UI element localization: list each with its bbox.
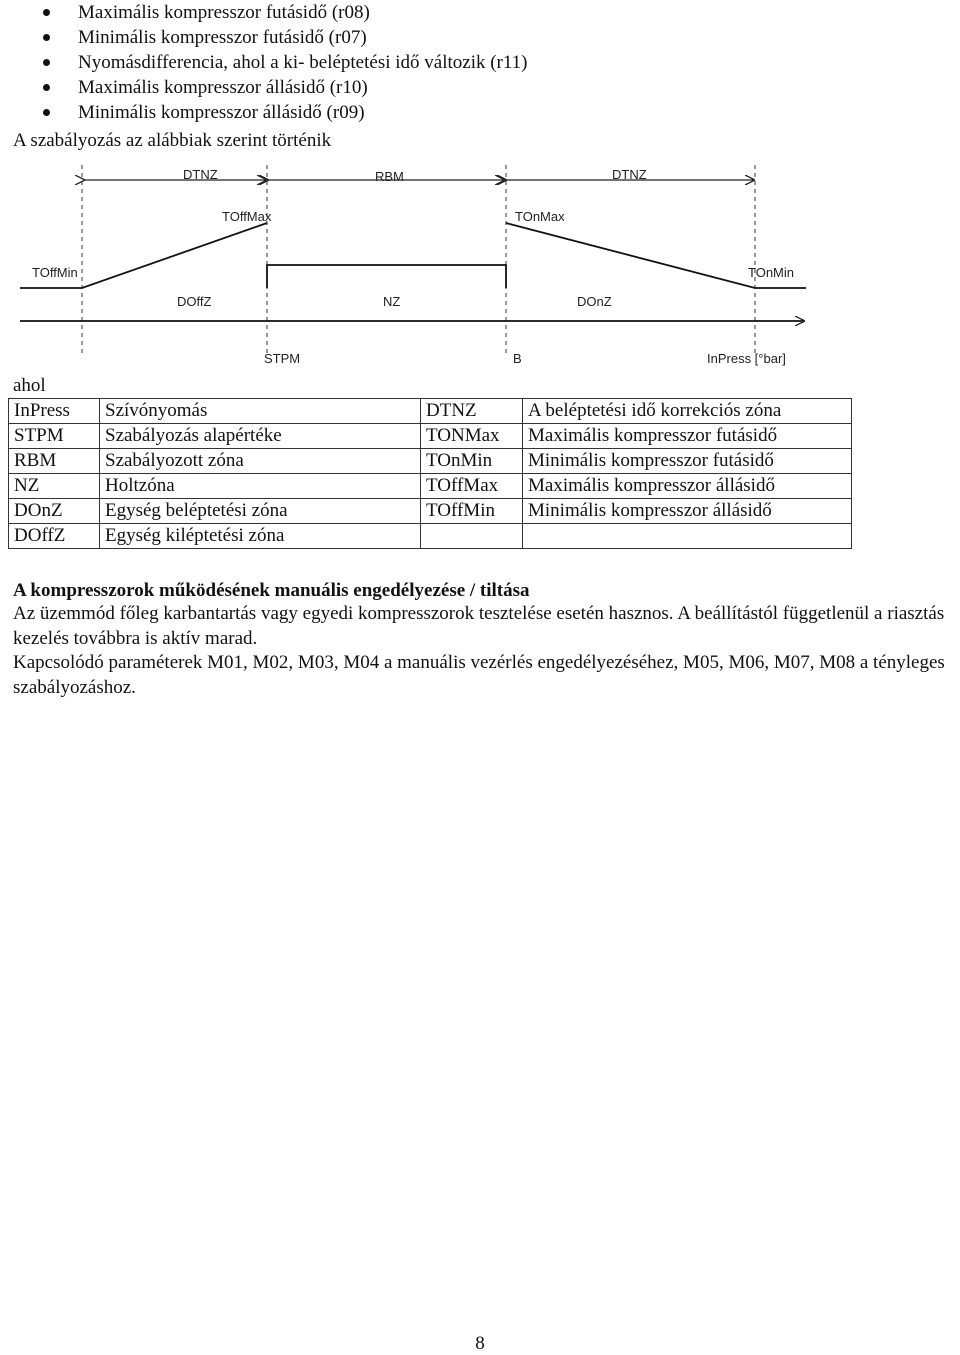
bullet-text: Maximális kompresszor futásidő (r08) (78, 2, 370, 23)
bullet-item (38, 75, 528, 100)
table-cell: DOnZ (9, 499, 100, 524)
parameter-bullet-list (38, 0, 528, 125)
bullet-dot-icon (43, 9, 50, 16)
bullet-text: Minimális kompresszor futásidő (r07) (78, 27, 367, 48)
bullet-item (38, 100, 528, 125)
label-rbm: RBM (375, 169, 404, 184)
table-row (9, 474, 852, 499)
bullet-text: Minimális kompresszor állásidő (r09) (78, 102, 365, 123)
table-cell: Egység kiléptetési zóna (100, 524, 421, 549)
section-title: A kompresszorok működésének manuális engedélyezése / tiltása (13, 580, 530, 601)
bullet-dot-icon (43, 84, 50, 91)
bullet-item (38, 0, 528, 25)
page-number: 8 (475, 1333, 485, 1354)
table-cell: A beléptetési idő korrekciós zóna (523, 399, 852, 424)
label-tonmin: TOnMin (748, 265, 794, 280)
bullet-item (38, 50, 528, 75)
label-doffz: DOffZ (177, 294, 212, 309)
label-dtnz-right: DTNZ (612, 167, 647, 182)
table-row (9, 524, 852, 549)
bullet-dot-icon (43, 59, 50, 66)
paragraph: Kapcsolódó paraméterek M01, M02, M03, M04 a manuális vezérlés engedélyezéséhez, M05, M06, M07, M08 a tényleges szabályozáshoz. (13, 652, 945, 698)
bullet-text: Nyomásdifferencia, ahol a ki- beléptetési idő változik (r11) (78, 52, 528, 73)
bullet-dot-icon (43, 109, 50, 116)
table-cell: Szívónyomás (100, 399, 421, 424)
table-cell: DTNZ (421, 399, 523, 424)
label-tonmax: TOnMax (515, 209, 565, 224)
table-cell: Minimális kompresszor futásidő (523, 449, 852, 474)
label-toffmin: TOffMin (32, 265, 78, 280)
legend-heading: ahol (13, 375, 46, 396)
table-cell: TONMax (421, 424, 523, 449)
table-cell: STPM (9, 424, 100, 449)
label-b: B (513, 351, 522, 366)
regulation-diagram (0, 155, 960, 370)
table-cell (523, 524, 852, 549)
body-text (13, 602, 958, 700)
table-row (9, 399, 852, 424)
table-cell: Minimális kompresszor állásidő (523, 499, 852, 524)
table-cell: Egység beléptetési zóna (100, 499, 421, 524)
table-cell: Szabályozás alapértéke (100, 424, 421, 449)
legend-table (8, 398, 852, 549)
table-cell: Maximális kompresszor állásidő (523, 474, 852, 499)
bullet-dot-icon (43, 34, 50, 41)
intro-text: A szabályozás az alábbiak szerint történik (13, 130, 332, 151)
table-cell: DOffZ (9, 524, 100, 549)
table-cell: RBM (9, 449, 100, 474)
table-cell: NZ (9, 474, 100, 499)
bullet-text: Maximális kompresszor állásidő (r10) (78, 77, 368, 98)
table-cell: TOffMin (421, 499, 523, 524)
table-cell: Holtzóna (100, 474, 421, 499)
label-stpm: STPM (264, 351, 301, 366)
table-row (9, 424, 852, 449)
bullet-item (38, 25, 528, 50)
table-cell: TOnMin (421, 449, 523, 474)
table-cell: TOffMax (421, 474, 523, 499)
table-row (9, 449, 852, 474)
paragraph: Az üzemmód főleg karbantartás vagy egyedi kompresszorok tesztelése esetén hasznos. A beállítástól függetlenül a riasztás kezelés továbbra is aktív marad. (13, 603, 945, 649)
table-cell: InPress (9, 399, 100, 424)
table-cell: Maximális kompresszor futásidő (523, 424, 852, 449)
dead-zone-box (267, 265, 506, 288)
table-row (9, 499, 852, 524)
table-cell: Szabályozott zóna (100, 449, 421, 474)
label-nz: NZ (383, 294, 401, 309)
label-donz: DOnZ (577, 294, 612, 309)
label-toffmax: TOffMax (222, 209, 272, 224)
table-cell (421, 524, 523, 549)
label-dtnz-left: DTNZ (183, 167, 218, 182)
label-inpress-axis: InPress [°bar] (707, 351, 786, 366)
